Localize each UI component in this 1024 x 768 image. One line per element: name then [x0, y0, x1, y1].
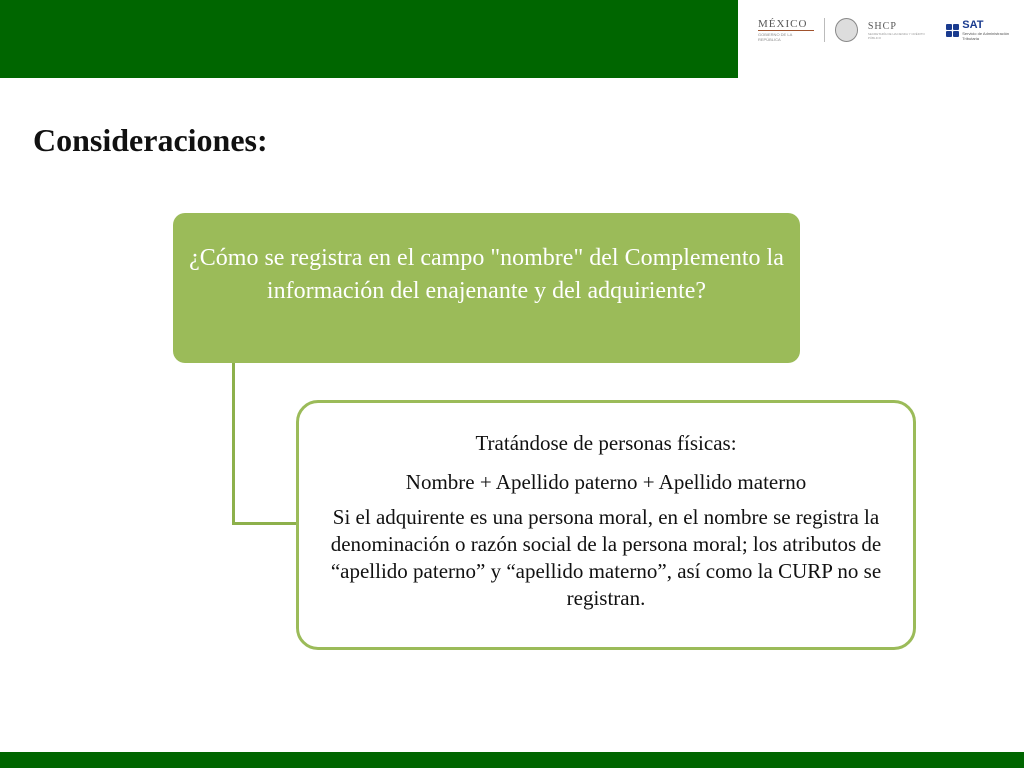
- question-text: ¿Cómo se registra en el campo "nombre" del Complemento la información del enajenante y del adquiriente?: [189, 245, 784, 304]
- sat-squares-icon: [946, 24, 959, 37]
- national-seal-icon: [835, 18, 858, 42]
- mexico-logo: [758, 18, 814, 42]
- answer-box: [296, 400, 916, 650]
- header-logos: [738, 0, 1024, 60]
- shcp-logo-word: SHCP: [867, 20, 897, 32]
- connector-line-horizontal: [232, 522, 298, 525]
- answer-moral-person-note: Si el adquirente es una persona moral, en el nombre se registra la denominación o razón social de la persona moral; los atributos de “apellido paterno” y “apellido materno”, así como la CURP no se registran.: [330, 505, 882, 610]
- connector-line-vertical: [232, 360, 235, 525]
- sat-logo: [946, 20, 1024, 41]
- mexico-logo-sub: GOBIERNO DE LA REPÚBLICA: [758, 30, 814, 42]
- answer-heading: Tratándose de personas físicas:: [475, 431, 737, 455]
- shcp-logo: [868, 21, 936, 40]
- answer-formula: Nombre + Apellido paterno + Apellido materno: [405, 470, 807, 494]
- sat-logo-word: SAT: [962, 18, 984, 31]
- footer-green-bar: [0, 752, 1024, 768]
- logo-divider: [824, 18, 825, 42]
- slide-title: Consideraciones:: [33, 122, 268, 158]
- mexico-logo-word: MÉXICO: [758, 18, 808, 30]
- question-box: [173, 213, 800, 363]
- sat-logo-sub: Servicio de Administración Tributaria: [962, 30, 1010, 41]
- header-green-bar: [0, 0, 738, 78]
- shcp-logo-sub: SECRETARÍA DE HACIENDA Y CRÉDITO PÚBLICO: [867, 31, 925, 40]
